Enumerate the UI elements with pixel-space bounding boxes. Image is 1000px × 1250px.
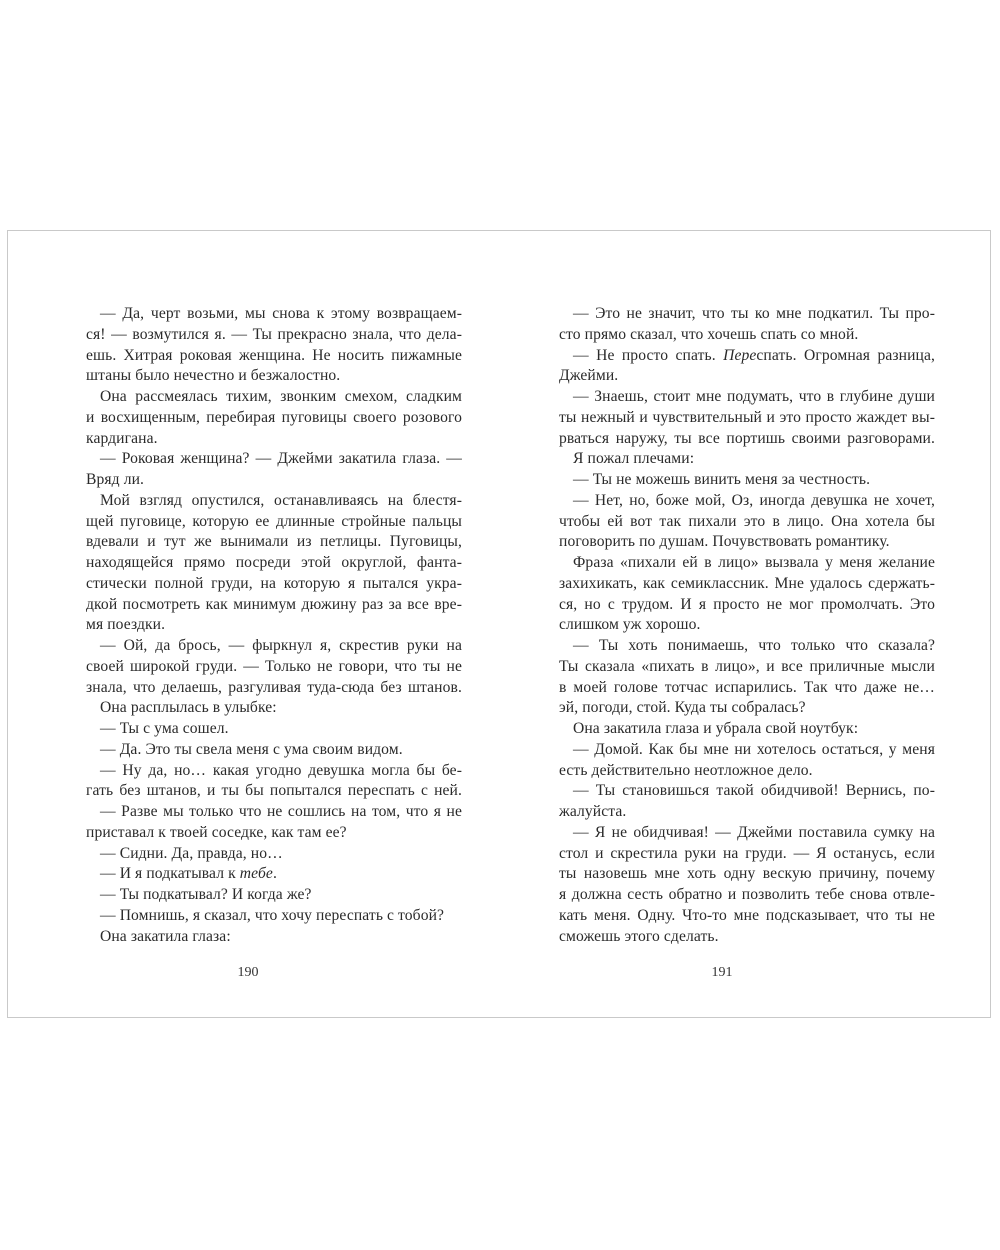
text-line: приставал к твоей соседке, как там ее? bbox=[86, 823, 347, 841]
text-line: — Ты хоть понимаешь, что только что сказала? bbox=[573, 637, 935, 654]
text-line: находящейся прямо посреди этой округлой, фанта- bbox=[86, 554, 462, 571]
text-line bbox=[559, 346, 935, 367]
text-line: захихикать, как семиклассник. Мне удалось сдержать- bbox=[559, 574, 935, 592]
book-spread bbox=[7, 230, 991, 1018]
text-line: стол и скрестила руки на груди. — Я останусь, если bbox=[559, 844, 935, 862]
text-line: — Ты подкатывал? И когда же? bbox=[100, 886, 312, 903]
text-line: в моей голове тотчас испарились. Так что даже не… bbox=[559, 678, 935, 696]
text-line: эй, погоди, стой. Куда ты собралась? bbox=[559, 699, 806, 717]
text-line bbox=[86, 864, 462, 885]
text-line: — Ты не можешь винить меня за честность. bbox=[573, 471, 871, 488]
text-line: гать без штанов, и ты бы попытался переспать с ней. bbox=[86, 782, 462, 800]
text-line: — Ну да, но… какая угодно девушка могла бы бе- bbox=[100, 761, 462, 779]
text-line: я должна сесть обратно и позволить тебе снова отвле- bbox=[559, 886, 935, 903]
text-line: щей пуговице, которую ее длинные стройные пальцы bbox=[86, 512, 462, 530]
text-line: — Роковая женщина? — Джейми закатила глаза. — bbox=[100, 450, 462, 468]
text-line: своей широкой груди. — Только не говори, что ты не bbox=[86, 657, 462, 675]
text-line: мя поездки. bbox=[86, 616, 166, 634]
left-page-text bbox=[86, 304, 462, 947]
text-line: ся! — возмутился я. — Ты прекрасно знала, что дела- bbox=[86, 325, 462, 343]
text-line: — Да, черт возьми, мы снова к этому возвращаем- bbox=[100, 305, 462, 322]
text-line: Она рассмеялась тихим, звонким смехом, сладким bbox=[100, 388, 462, 405]
page-number-left: 190 bbox=[237, 965, 259, 980]
text-segment: — И я подкатывал к bbox=[100, 865, 240, 883]
text-line: Вряд ли. bbox=[86, 471, 145, 488]
text-line: — Ой, да брось, — фыркнул я, скрестив руки на bbox=[100, 637, 462, 654]
text-line: Фраза «пихали ей в лицо» вызвала у меня желание bbox=[573, 554, 935, 571]
text-line: — Ты становишься такой обидчивой! Вернись, по- bbox=[573, 782, 935, 800]
text-line: рваться наружу, ты все портишь своими разговорами. bbox=[559, 429, 935, 447]
text-line: есть действительно неотложное дело. bbox=[559, 761, 813, 779]
text-line: Она расплылась в улыбке: bbox=[100, 699, 277, 717]
emphasis-text: Пере bbox=[723, 346, 757, 364]
text-line: — Помнишь, я сказал, что хочу переспать с тобой? bbox=[100, 906, 445, 924]
text-segment: . bbox=[272, 865, 277, 883]
text-line: сможешь этого сделать. bbox=[559, 927, 719, 945]
text-line: Она закатила глаза: bbox=[100, 927, 231, 945]
text-line: знала, что делаешь, разгуливая туда-сюда без штанов. bbox=[86, 678, 462, 696]
text-line: стически полной груди, на которую я пытался укра- bbox=[86, 574, 462, 592]
text-line: вдевали и тут же вынимали из петлицы. Пуговицы, bbox=[86, 533, 462, 551]
text-line: — Разве мы только что не сошлись на том, что я не bbox=[100, 803, 462, 820]
text-line: — Сидни. Да, правда, но… bbox=[100, 844, 283, 862]
text-segment: спать. Огромная разница, bbox=[756, 346, 935, 364]
text-line: — Знаешь, стоит мне подумать, что в глубине души bbox=[573, 388, 935, 405]
text-line: и восхищенным, перебирая пуговицы своего розового bbox=[86, 408, 462, 426]
text-line: Мой взгляд опустился, останавливаясь на блестя- bbox=[100, 491, 462, 509]
text-line: — Ты с ума сошел. bbox=[100, 720, 229, 737]
text-segment: — Не просто спать. bbox=[573, 346, 724, 364]
page-number-right: 191 bbox=[711, 965, 733, 980]
text-line: — Я не обидчивая! — Джейми поставила сумку на bbox=[573, 823, 935, 841]
text-line: чтобы ей вот так пихали это в лицо. Она хотела бы bbox=[559, 512, 935, 530]
text-line: сто прямо сказал, что хочешь спать со мной. bbox=[559, 325, 859, 343]
text-line: жалуйста. bbox=[559, 803, 627, 820]
text-line: дкой посмотреть как минимум дюжину раз за все вре- bbox=[86, 595, 462, 613]
text-line: поговорить по душам. Почувствовать романтику. bbox=[559, 533, 890, 551]
text-line: ся, но с трудом. И я просто не мог промолчать. Это bbox=[559, 595, 935, 613]
text-line: ешь. Хитрая роковая женщина. Не носить пижамные bbox=[86, 346, 462, 364]
text-line: Джейми. bbox=[559, 367, 619, 385]
text-line: — Нет, но, боже мой, Оз, иногда девушка не хочет, bbox=[573, 491, 935, 509]
text-line: — Это не значит, что ты ко мне подкатил. Ты про- bbox=[573, 305, 935, 322]
text-line: Она закатила глаза и убрала свой ноутбук: bbox=[573, 720, 859, 737]
text-line: кать меня. Одну. Что-то мне подсказывает, что ты не bbox=[559, 906, 935, 924]
text-line: — Да. Это ты свела меня с ума своим видом. bbox=[100, 740, 403, 758]
text-line: ты назовешь мне хоть одну вескую причину, почему bbox=[559, 865, 935, 883]
text-line: слишком уж хорошо. bbox=[559, 616, 701, 634]
emphasis-text: тебе bbox=[239, 865, 273, 883]
text-line: кардигана. bbox=[86, 429, 158, 447]
text-line: — Домой. Как бы мне ни хотелось остаться, у меня bbox=[573, 740, 935, 758]
text-line: Ты сказала «пихать в лицо», и все приличные мысли bbox=[559, 657, 935, 675]
text-line: ты нежный и чувствительный и это просто жаждет вы- bbox=[559, 408, 935, 426]
text-line: Я пожал плечами: bbox=[573, 450, 695, 468]
right-page-text bbox=[559, 304, 935, 947]
text-line: штаны было нечестно и безжалостно. bbox=[86, 367, 341, 385]
